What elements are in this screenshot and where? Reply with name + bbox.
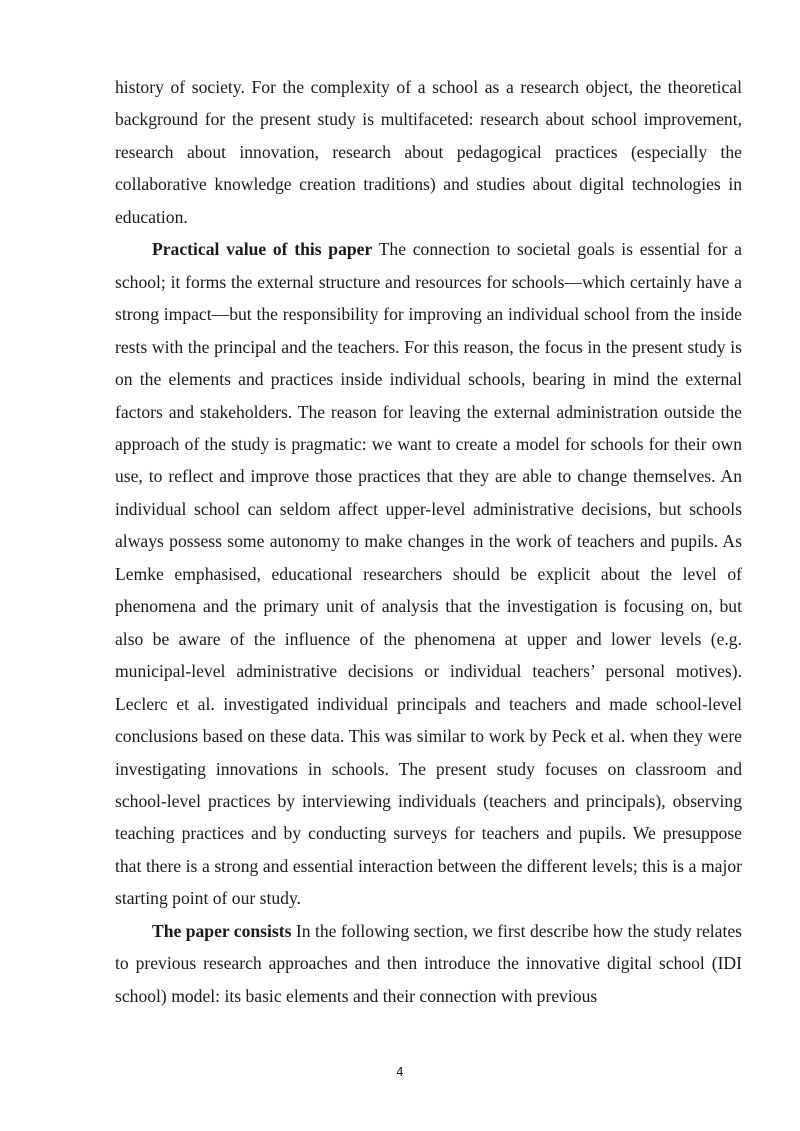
paragraph-practical-value bbox=[115, 233, 742, 915]
paragraph-continuation bbox=[115, 71, 742, 233]
run-in-heading: Practical value of this paper bbox=[152, 239, 373, 260]
paragraph-text: The connection to societal goals is essential for a school; it forms the external structure and resources for schools—which certainly have a strong impact—but the responsibility for improving an individual school from the inside rests with the principal and the teachers. For this reason, the focus in the present study is on the elements and practices inside individual schools, bearing in mind the external factors and stakeholders. The reason for leaving the external administration outside the approach of the study is pragmatic: we want to create a model for schools for their own use, to reflect and improve those practices that they are able to change themselves. An individual school can seldom affect upper-level administrative decisions, but schools always possess some autonomy to make changes in the work of teachers and pupils. As Lemke emphasised, educational researchers should be explicit about the level of phenomena and the primary unit of analysis that the investigation is focusing on, but also be aware of the influence of the phenomena at upper and lower levels (e.g. municipal-level administrative decisions or individual teachers’ personal motives). Leclerc et al. investigated individual principals and teachers and made school-level conclusions based on these data. This was similar to work by Peck et al. when they were investigating innovations in schools. The present study focuses on classroom and school-level practices by interviewing individuals (teachers and principals), observing teaching practices and by conducting surveys for teachers and pupils. We presuppose that there is a strong and essential interaction between the different levels; this is a major starting point of our study. bbox=[115, 239, 742, 909]
run-in-heading: The paper consists bbox=[152, 920, 292, 941]
paragraph-paper-consists bbox=[115, 915, 742, 1012]
body-text bbox=[115, 71, 742, 1012]
paragraph-text: history of society. For the complexity of a school as a research object, the theoretical background for the present study is multifaceted: research about school improvement, research about innovation, research about pedagogical practices (especially the collaborative knowledge creation traditions) and studies about digital technologies in education. bbox=[115, 77, 742, 227]
page-number: 4 bbox=[396, 1065, 404, 1079]
paragraph-text: In the following section, we first describe how the study relates to previous research approaches and then introduce the innovative digital school (IDI school) model: its basic elements and their connection with previous bbox=[115, 920, 742, 1006]
